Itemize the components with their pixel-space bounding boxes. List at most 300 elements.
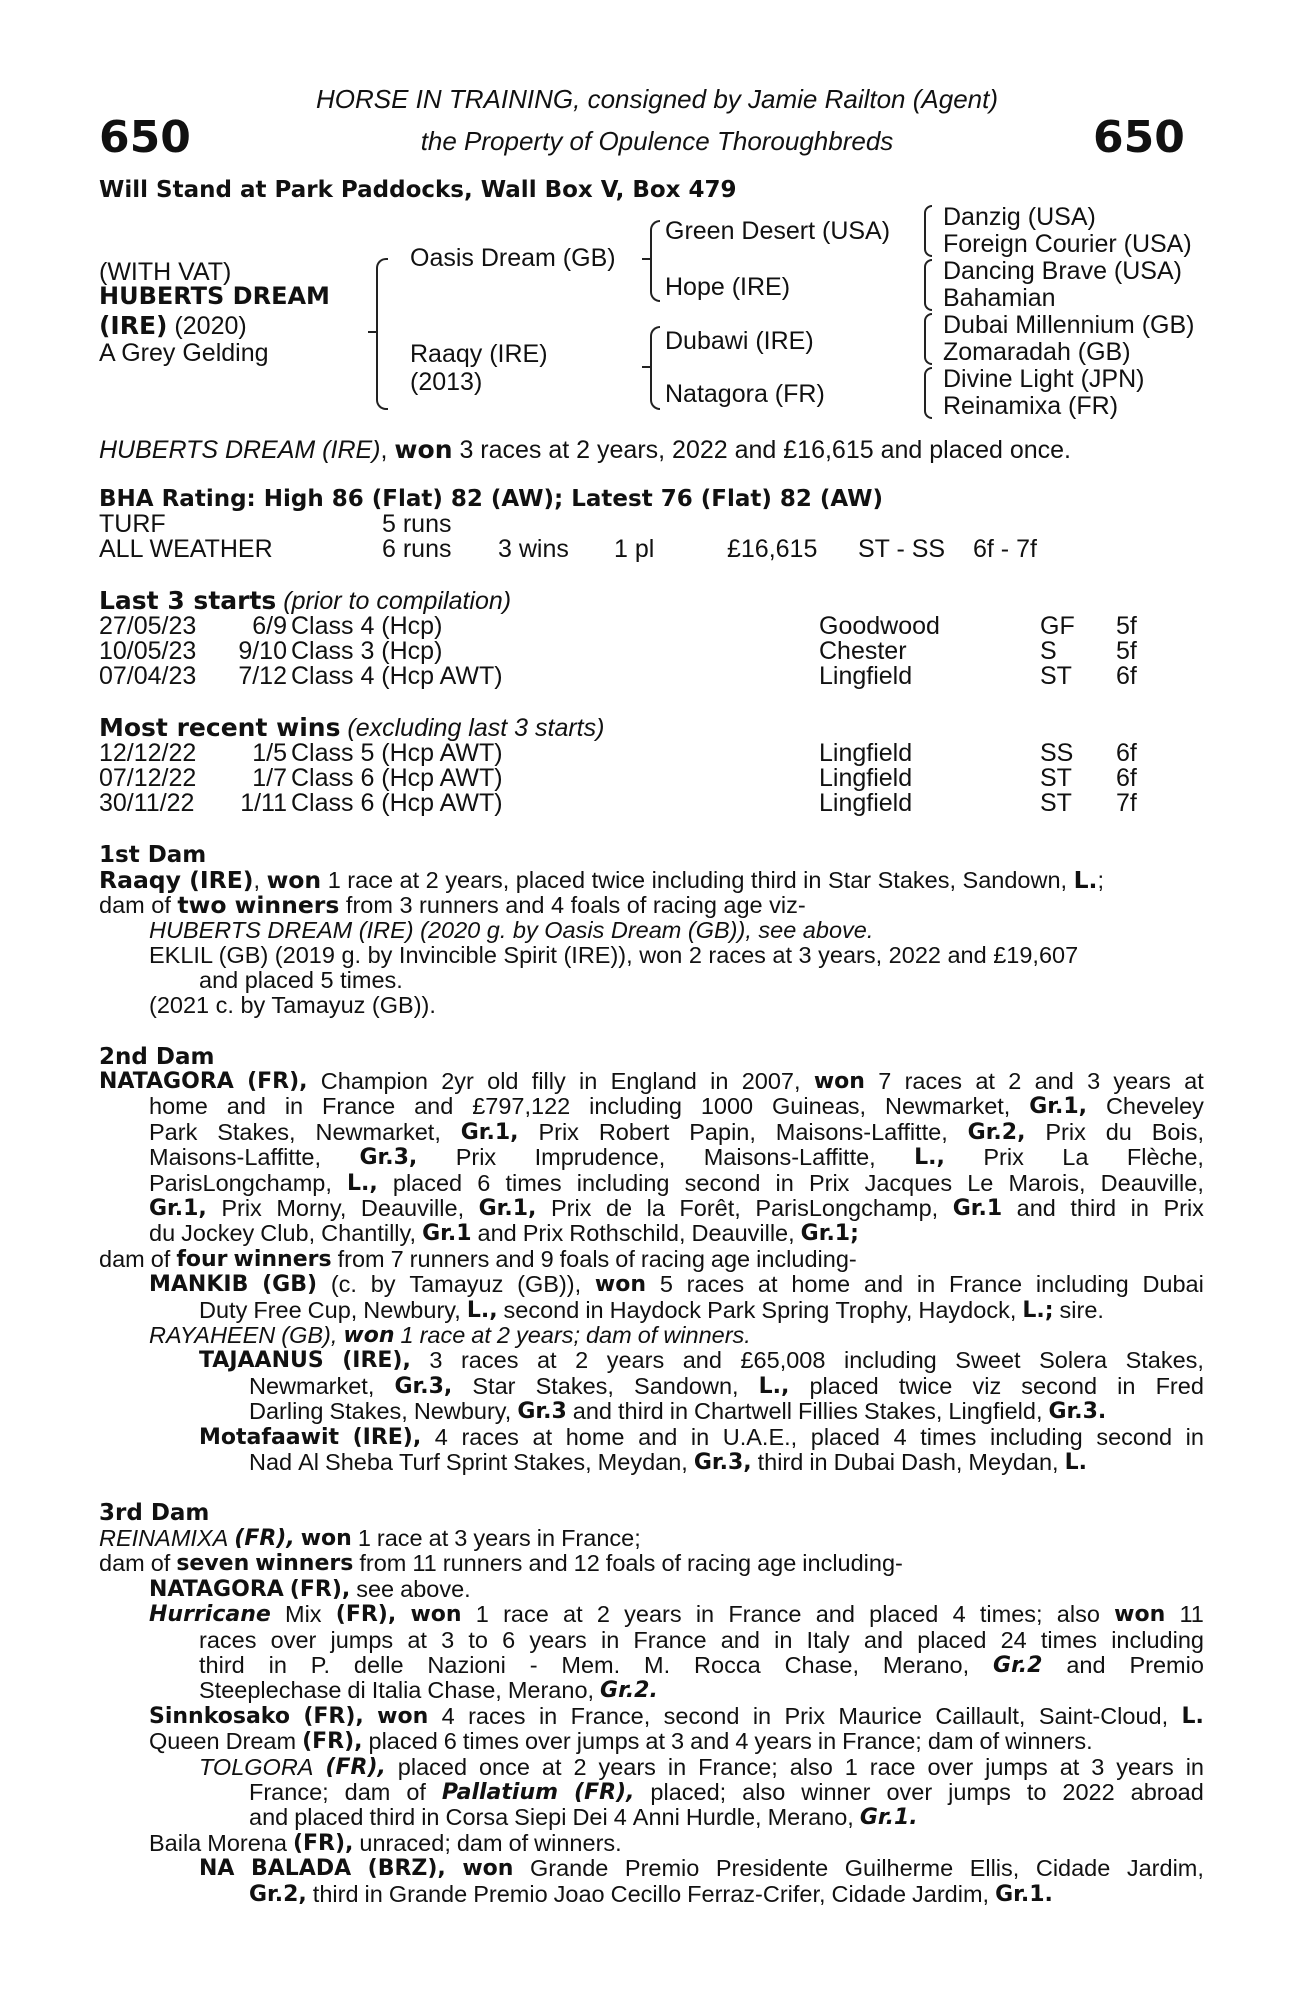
word: Gr.2: [993, 1653, 1043, 1679]
word: Jardim,: [912, 1880, 990, 1907]
word: (FR),: [302, 1729, 363, 1755]
recent-going: SS: [1040, 739, 1074, 767]
word: placed: [397, 1753, 468, 1780]
word: Cup,: [307, 1296, 358, 1323]
last3-heading: [99, 588, 511, 614]
word: Stakes,: [513, 1449, 592, 1476]
word: dam: [344, 1779, 391, 1806]
word: 4: [441, 1702, 455, 1729]
last3-going: ST: [1040, 662, 1072, 690]
recent-going: ST: [1040, 764, 1072, 792]
word: from: [359, 1550, 407, 1577]
aw-going: ST - SS: [858, 535, 946, 563]
brace-dam: [650, 326, 660, 410]
word: Rothschild,: [569, 1220, 686, 1247]
word: 6: [502, 1626, 516, 1653]
pedigree-dam-year: (2013): [410, 368, 483, 396]
word: age: [710, 1245, 751, 1272]
aw-label: ALL WEATHER: [99, 535, 273, 563]
word: (IRE),: [352, 1424, 422, 1450]
pedigree-sds: Dancing Brave (USA): [943, 257, 1182, 285]
first-dam-line: and placed 5 times.: [199, 967, 403, 993]
recent-dist: 6f: [1116, 764, 1137, 792]
word: Lingfield,: [948, 1398, 1043, 1425]
word: times: [505, 1169, 562, 1196]
word: over: [927, 1753, 974, 1780]
last3-going: GF: [1040, 612, 1075, 640]
word: Maisons-Laffitte,: [703, 1144, 876, 1171]
word: and: [1016, 1195, 1056, 1222]
word: Gr.3,: [693, 1450, 752, 1476]
word: race: [869, 1753, 916, 1780]
word: at: [645, 1728, 666, 1755]
word: third: [1070, 1195, 1117, 1222]
word: 6: [443, 1728, 457, 1755]
pedigree-sire: Oasis Dream (GB): [410, 244, 616, 272]
word: including: [1111, 1626, 1204, 1653]
word: Prix: [1163, 1195, 1204, 1222]
recent-class: Class 6 (Hcp AWT): [291, 764, 503, 792]
race-summary: HUBERTS DREAM (IRE), won 3 races at 2 years, 2022 and £16,615 and placed once.: [99, 435, 1072, 464]
word: Club,: [260, 1220, 316, 1247]
word: in: [268, 1652, 287, 1679]
word: in: [600, 1626, 620, 1653]
word: races: [460, 1347, 519, 1374]
recent-course: Lingfield: [819, 739, 913, 767]
word: (GB),: [281, 1322, 338, 1349]
word: ParisLongchamp,: [149, 1169, 332, 1196]
word: France,: [570, 1702, 651, 1729]
pedigree-dsd: Zomaradah (GB): [943, 338, 1131, 366]
line: [199, 1653, 1204, 1678]
word: seven: [176, 1551, 250, 1577]
pedigree-sire-dam: Hope (IRE): [665, 273, 791, 301]
word: France: [728, 1601, 802, 1628]
stand-location: Will Stand at Park Paddocks, Wall Box V, Box 479: [99, 177, 737, 203]
word: in: [1185, 1753, 1204, 1780]
word: 4: [434, 1423, 448, 1450]
word: and: [720, 1626, 760, 1653]
word: Chartwell: [694, 1398, 792, 1425]
word: in: [817, 1728, 837, 1755]
word: Gr.2.: [600, 1678, 658, 1704]
word: Fred: [1155, 1372, 1204, 1399]
word: France;: [249, 1779, 329, 1806]
word: Baila: [149, 1829, 202, 1856]
word: third: [757, 1449, 804, 1476]
word: France: [633, 1626, 707, 1653]
word: placed;: [650, 1779, 727, 1806]
word: REINAMIXA: [99, 1525, 229, 1551]
word: £65,008: [740, 1347, 826, 1374]
word: won: [410, 1602, 462, 1628]
word: 1: [475, 1601, 489, 1628]
line: [149, 1831, 1204, 1856]
last3-dist: 5f: [1116, 637, 1137, 665]
word: at: [757, 1271, 778, 1298]
word: la: [646, 1195, 665, 1222]
word: jumps: [948, 1779, 1011, 1806]
word: from: [337, 1245, 385, 1272]
word: 24: [1000, 1626, 1027, 1653]
line: [149, 1704, 1204, 1729]
word: runners: [442, 1550, 523, 1577]
word: di: [347, 1677, 366, 1704]
word: -: [529, 1652, 538, 1679]
word: ParisLongchamp,: [755, 1195, 939, 1222]
word: Solera: [1039, 1347, 1108, 1374]
aw-runs: 6 runs: [382, 535, 452, 563]
word: home: [565, 1423, 625, 1450]
word: Joao: [553, 1880, 605, 1907]
word: times: [462, 1728, 519, 1755]
word: race: [419, 1322, 466, 1349]
word: Prix: [538, 1118, 579, 1145]
word: Queen: [149, 1728, 220, 1755]
turf-runs: 5 runs: [382, 510, 452, 538]
word: Maisons-Laffitte,: [775, 1118, 948, 1145]
last3-pos: 7/12: [238, 662, 287, 690]
word: including-: [756, 1245, 857, 1272]
word: above.: [400, 1575, 471, 1602]
text-run: from 3 runners and 4 foals of racing age viz-: [339, 892, 806, 918]
word: England: [610, 1068, 697, 1094]
word: Caillault,: [935, 1702, 1026, 1729]
word: in: [916, 1271, 936, 1298]
word: Jockey: [181, 1220, 255, 1247]
word: dam: [585, 1322, 632, 1349]
word: L.,: [914, 1145, 945, 1171]
word: by: [370, 1271, 396, 1298]
word: Gr.3.: [1048, 1399, 1107, 1425]
line: [199, 1628, 1204, 1653]
recent-class: Class 6 (Hcp AWT): [291, 789, 503, 817]
word: Prix: [221, 1195, 262, 1222]
word: in: [775, 1169, 794, 1196]
word: Trophy,: [835, 1296, 913, 1323]
word: and: [495, 1245, 535, 1272]
word: and: [226, 1093, 266, 1120]
word: (FR),: [335, 1602, 397, 1628]
word: 3: [454, 1525, 468, 1551]
pedigree-sss: Danzig (USA): [943, 203, 1096, 231]
word: Prix: [455, 1144, 497, 1171]
last3-date: 07/04/23: [99, 662, 197, 690]
line: [199, 1678, 1204, 1703]
word: placed: [917, 1626, 987, 1653]
word: unraced;: [359, 1829, 451, 1856]
word: times: [920, 1423, 977, 1450]
brace-main-point: [368, 331, 376, 333]
line: [249, 1374, 1204, 1399]
line: [249, 1399, 1204, 1424]
word: won: [1114, 1602, 1166, 1628]
word: dam: [927, 1728, 974, 1755]
word: in: [752, 1702, 772, 1729]
property-line: the Property of Opulence Thoroughbreds: [420, 126, 894, 156]
word: (FR),: [289, 1576, 351, 1602]
word: Gr.3: [517, 1399, 567, 1425]
word: MANKIB: [149, 1272, 249, 1298]
word: Dubai: [833, 1449, 896, 1476]
word: (GB): [262, 1272, 318, 1298]
word: de: [605, 1195, 633, 1222]
word: races: [461, 1423, 519, 1450]
word: races: [468, 1702, 526, 1729]
word: second: [503, 1296, 580, 1323]
recent-dist: 7f: [1116, 789, 1137, 817]
word: won: [594, 1272, 647, 1298]
word: 4: [735, 1728, 749, 1755]
word: in: [695, 1601, 715, 1628]
word: (c.: [330, 1271, 357, 1298]
line: [249, 1805, 1204, 1830]
word: France: [322, 1093, 396, 1120]
brace-sire: [650, 220, 660, 302]
word: and: [1066, 1652, 1106, 1679]
word: winners: [255, 1551, 354, 1577]
word: at: [975, 1068, 995, 1094]
word: Jacques: [864, 1169, 953, 1196]
word: NATAGORA: [149, 1576, 284, 1602]
word: Darling: [249, 1398, 324, 1425]
first-dam-line: EKLIL (GB) (2019 g. by Invincible Spirit (IRE)), won 2 races at 3 years, 2022 and £19,607: [149, 942, 1079, 968]
word: 12: [573, 1550, 600, 1577]
word: Fillies: [797, 1398, 859, 1425]
word: Le: [967, 1169, 994, 1196]
word: viz: [972, 1372, 1002, 1399]
word: second: [1021, 1372, 1098, 1399]
word: including: [589, 1093, 682, 1120]
word: abroad: [1130, 1779, 1204, 1806]
word: see: [356, 1575, 395, 1602]
word: Italy: [806, 1626, 850, 1653]
word: 5: [659, 1271, 673, 1298]
turf-label: TURF: [99, 510, 166, 538]
word: Robert: [598, 1118, 670, 1145]
word: and: [249, 1804, 289, 1831]
word: 3: [1091, 1753, 1105, 1780]
last3-course: Lingfield: [819, 662, 913, 690]
word: placed: [368, 1728, 438, 1755]
word: Gr.2,: [249, 1881, 307, 1907]
brace-sd: [924, 259, 932, 311]
word: placed: [294, 1804, 364, 1831]
word: Gr.1,: [460, 1119, 519, 1145]
word: at: [532, 1423, 553, 1450]
word: race: [503, 1601, 549, 1628]
word: filly: [531, 1068, 566, 1094]
word: Maisons-Laffitte,: [149, 1144, 321, 1171]
last3-pos: 9/10: [238, 637, 287, 665]
pedigree-ddd: Reinamixa (FR): [943, 392, 1119, 420]
horse-description: A Grey Gelding: [99, 339, 269, 367]
word: Gr.1.: [995, 1881, 1053, 1907]
word: dam: [456, 1829, 503, 1856]
word: race: [376, 1525, 423, 1551]
word: times;: [979, 1601, 1043, 1628]
word: L.,: [347, 1170, 378, 1196]
word: winners.: [534, 1829, 622, 1856]
word: Meydan,: [597, 1449, 688, 1476]
word: Ferraz-Crifer,: [687, 1880, 826, 1907]
aw-distance: 6f - 7f: [973, 535, 1037, 563]
word: 2007,: [741, 1068, 801, 1094]
word: of: [979, 1728, 1000, 1755]
word: years: [754, 1728, 812, 1755]
word: 6: [477, 1169, 491, 1196]
word: foals: [605, 1550, 656, 1577]
word: Cidade: [831, 1880, 907, 1907]
word: placed: [869, 1601, 939, 1628]
word: Newbury,: [363, 1296, 461, 1323]
word: second: [663, 1702, 740, 1729]
horse-country: (IRE): [99, 311, 168, 340]
word: 4: [613, 1804, 627, 1831]
word: Dream: [225, 1728, 297, 1755]
word: and: [414, 1093, 454, 1120]
recent-title: Most recent wins: [99, 713, 341, 742]
word: in: [710, 1068, 729, 1094]
word: Park: [149, 1118, 198, 1145]
last3-class: Class 3 (Hcp): [291, 637, 443, 665]
pedigree-dam: Raaqy (IRE): [410, 340, 548, 368]
word: Imprudence,: [534, 1144, 666, 1171]
word: Prix: [808, 1169, 850, 1196]
horse-name: HUBERTS DREAM: [99, 282, 330, 310]
word: in: [585, 1296, 604, 1323]
word: Gr.1,: [149, 1196, 207, 1222]
word: in: [579, 1068, 598, 1094]
word: Park: [707, 1296, 756, 1323]
word: Presidente: [715, 1855, 829, 1882]
word: (FR),: [325, 1754, 386, 1780]
line: [149, 1221, 1204, 1246]
line: [249, 1780, 1204, 1805]
word: du: [1105, 1118, 1132, 1145]
word: races: [199, 1626, 257, 1653]
word: Gr.1;: [800, 1221, 859, 1247]
word: Hurricane: [149, 1602, 271, 1628]
line: [199, 1856, 1204, 1881]
word: including: [989, 1423, 1083, 1450]
word: Stakes,: [329, 1398, 408, 1425]
recent-dist: 6f: [1116, 739, 1137, 767]
vat-label: (WITH VAT): [99, 258, 232, 286]
last3-course: Chester: [819, 637, 907, 665]
word: 2: [575, 1347, 589, 1374]
word: in: [1117, 1372, 1136, 1399]
word: and: [690, 1728, 730, 1755]
word: Chantilly,: [321, 1220, 417, 1247]
recent-class: Class 5 (Hcp AWT): [291, 739, 503, 767]
word: 2022: [1062, 1779, 1115, 1806]
word: 2yr: [441, 1068, 474, 1094]
last3-dist: 6f: [1116, 662, 1137, 690]
word: Prix: [983, 1144, 1024, 1171]
lot-number-right: 650: [1093, 112, 1185, 163]
third-dam-body: [99, 1526, 1204, 1907]
first-dam-line: HUBERTS DREAM (IRE) (2020 g. by Oasis Dream (GB)), see above.: [149, 917, 874, 943]
line: [99, 1551, 1204, 1576]
text-run: dam of: [99, 892, 178, 918]
word: races: [686, 1271, 745, 1298]
word: Sheba: [325, 1449, 393, 1476]
word: winner: [801, 1779, 871, 1806]
word: 1: [357, 1525, 371, 1551]
word: L.: [1064, 1450, 1087, 1476]
last3-note: (prior to compilation): [276, 587, 512, 615]
word: of: [661, 1550, 682, 1577]
word: Prix: [522, 1220, 564, 1247]
word: at: [536, 1347, 557, 1374]
word: Corsa: [445, 1804, 509, 1831]
pedigree-sdd: Bahamian: [943, 284, 1056, 312]
recent-pos: 1/7: [252, 764, 287, 792]
word: Pallatium: [441, 1780, 559, 1806]
word: Nazioni: [427, 1652, 506, 1679]
brace-dam-point: [642, 366, 650, 368]
first-dam-line: [99, 868, 1104, 893]
word: racing: [687, 1550, 752, 1577]
word: Meydan,: [968, 1449, 1059, 1476]
last3-class: Class 4 (Hcp): [291, 612, 443, 640]
line: [149, 1729, 1204, 1754]
word: years: [529, 1626, 587, 1653]
word: Nad: [249, 1449, 293, 1476]
last3-dist: 5f: [1116, 612, 1137, 640]
word: years: [606, 1347, 665, 1374]
first-dam-heading: 1st Dam: [99, 842, 207, 868]
first-dam-line: [99, 893, 806, 918]
word: races: [904, 1068, 963, 1094]
won-text: won: [266, 866, 322, 894]
word: foals: [559, 1245, 610, 1272]
word: Bois,: [1151, 1118, 1204, 1145]
word: Stakes,: [217, 1118, 296, 1145]
word: Jardim,: [1126, 1855, 1204, 1882]
word: Merano,: [767, 1804, 854, 1831]
word: and: [1034, 1068, 1074, 1094]
word: twice: [898, 1372, 953, 1399]
word: Gr.2,: [967, 1119, 1026, 1145]
word: age: [757, 1550, 797, 1577]
word: second: [1096, 1423, 1173, 1450]
word: Forêt,: [679, 1195, 741, 1222]
word: 3: [671, 1728, 685, 1755]
bha-rating: BHA Rating: High 86 (Flat) 82 (AW); Latest 76 (Flat) 82 (AW): [99, 486, 884, 512]
word: Gr.3,: [394, 1373, 453, 1399]
winners-count: two winners: [177, 891, 340, 919]
summary-rest: 3 races at 2 years, 2022 and £16,615 and placed once.: [452, 436, 1072, 464]
grade-text: L.: [1073, 866, 1098, 894]
word: dam: [99, 1245, 145, 1272]
word: over: [270, 1626, 317, 1653]
word: over: [886, 1779, 933, 1806]
word: Deauville,: [1100, 1169, 1204, 1196]
word: 3: [441, 1626, 455, 1653]
word: in: [667, 1753, 687, 1780]
word: Prix: [784, 1702, 825, 1729]
aw-wins: 3 wins: [498, 535, 569, 563]
word: BALADA: [250, 1856, 352, 1882]
word: 7: [390, 1245, 404, 1272]
word: du: [149, 1220, 176, 1247]
word: Sandown,: [634, 1372, 739, 1399]
word: Stakes,: [535, 1372, 614, 1399]
word: M.: [644, 1652, 671, 1679]
word: RAYAHEEN: [149, 1322, 276, 1349]
